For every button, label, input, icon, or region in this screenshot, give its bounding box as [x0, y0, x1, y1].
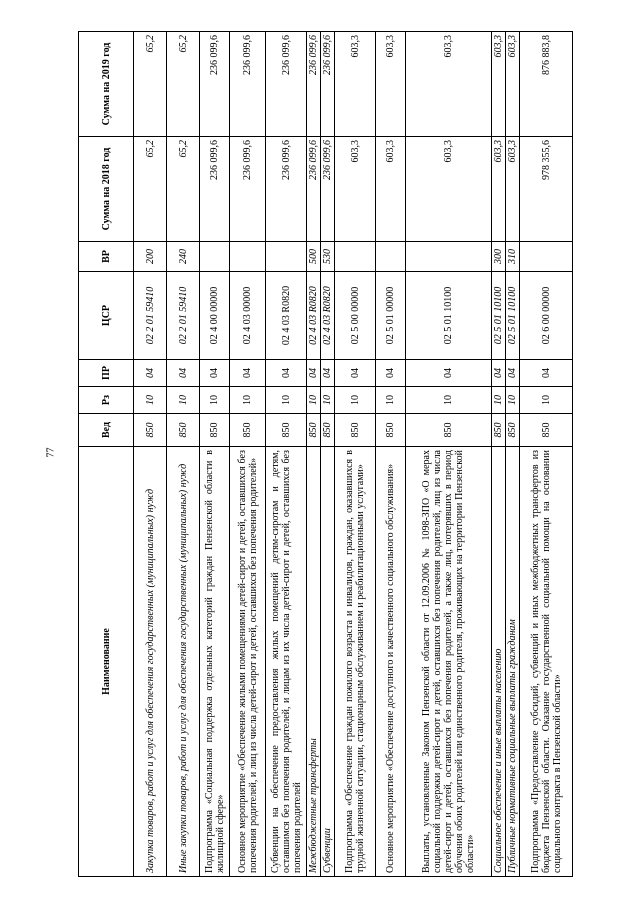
- cell-vr: [266, 242, 307, 272]
- cell-csr: 02 4 03 R0820: [266, 272, 307, 360]
- cell-name: Основное мероприятие «Обеспечение доступного и качественного социального обслуживания»: [376, 447, 406, 877]
- cell-pr: 04: [230, 360, 266, 387]
- cell-pr: 04: [307, 360, 321, 387]
- cell-name: Социальное обеспечение и иные выплаты населению: [492, 447, 506, 877]
- cell-sum-2018: 603,3: [406, 137, 492, 242]
- cell-ved: 850: [506, 414, 520, 447]
- cell-sum-2018: 236 099,6: [200, 137, 230, 242]
- cell-pr: 04: [492, 360, 506, 387]
- cell-rz: 10: [200, 387, 230, 414]
- cell-name: Подпрограмма «Социальная поддержка отдельных категорий граждан Пензенской области в жилищной сфере»: [200, 447, 230, 877]
- header-csr: ЦСР: [79, 272, 134, 360]
- table-row: [492, 32, 506, 877]
- cell-ved: 850: [406, 414, 492, 447]
- header-rz: Рз: [79, 387, 134, 414]
- cell-sum-2019: 236 099,6: [230, 32, 266, 137]
- cell-sum-2018: 978 355,6: [520, 137, 573, 242]
- table-row: [335, 32, 376, 877]
- cell-sum-2019: 603,3: [492, 32, 506, 137]
- cell-sum-2018: 603,3: [376, 137, 406, 242]
- cell-csr: 02 4 03 00000: [230, 272, 266, 360]
- cell-vr: 530: [321, 242, 335, 272]
- table-row: [520, 32, 573, 877]
- cell-rz: 10: [406, 387, 492, 414]
- cell-sum-2018: 236 099,6: [307, 137, 321, 242]
- table-row: [307, 32, 321, 877]
- cell-name: Субвенции на обеспечение предоставления жилых помещений детям-сиротам и детям, оставшимся без попечения родителей, и лицам из их числа детей-сирот и детей, оставшихся без попечения родителей: [266, 447, 307, 877]
- cell-rz: 10: [321, 387, 335, 414]
- cell-name: Выплаты, установленные Законом Пензенской области от 12.09.2006 № 1098-ЗПО «О мерах социальной поддержки детей-сирот и детей, оставшихся без попечения родителей, лиц из числа детей-сирот и детей, оставшихся без попечения родителей, а также лиц, потерявших в период обучения обоих родителей или единственного родителя, проживающих на территории Пензенской области»: [406, 447, 492, 877]
- table-row: [266, 32, 307, 877]
- cell-vr: 240: [167, 242, 200, 272]
- cell-csr: 02 5 01 10100: [406, 272, 492, 360]
- table-row: [230, 32, 266, 877]
- cell-name: Межбюджетные трансферты: [307, 447, 321, 877]
- cell-sum-2019: 603,3: [376, 32, 406, 137]
- cell-ved: 850: [335, 414, 376, 447]
- cell-vr: 300: [492, 242, 506, 272]
- table-row: [406, 32, 492, 877]
- cell-name: Основное мероприятие «Обеспечение жилыми помещениями детей-сирот и детей, оставшихся без попечения родителей, и лиц из числа детей-сирот и детей, оставшихся без попечения родителей»: [230, 447, 266, 877]
- cell-rz: 10: [134, 387, 167, 414]
- cell-rz: 10: [520, 387, 573, 414]
- cell-pr: 04: [167, 360, 200, 387]
- cell-csr: 02 2 01 59410: [167, 272, 200, 360]
- cell-ved: 850: [230, 414, 266, 447]
- cell-sum-2018: 236 099,6: [321, 137, 335, 242]
- cell-sum-2019: 65,2: [167, 32, 200, 137]
- cell-sum-2018: 603,3: [335, 137, 376, 242]
- table-row: [321, 32, 335, 877]
- cell-pr: 04: [134, 360, 167, 387]
- cell-sum-2019: 603,3: [506, 32, 520, 137]
- header-ved: Вед: [79, 414, 134, 447]
- cell-ved: 850: [520, 414, 573, 447]
- cell-sum-2018: 603,3: [506, 137, 520, 242]
- cell-vr: 500: [307, 242, 321, 272]
- cell-vr: [335, 242, 376, 272]
- cell-sum-2019: 65,2: [134, 32, 167, 137]
- cell-csr: 02 4 03 R0820: [307, 272, 321, 360]
- cell-vr: [230, 242, 266, 272]
- cell-sum-2019: 603,3: [406, 32, 492, 137]
- cell-pr: 04: [406, 360, 492, 387]
- cell-ved: 850: [134, 414, 167, 447]
- table-row: [506, 32, 520, 877]
- cell-vr: [376, 242, 406, 272]
- cell-sum-2018: 65,2: [134, 137, 167, 242]
- cell-name: Субвенции: [321, 447, 335, 877]
- cell-rz: 10: [230, 387, 266, 414]
- cell-vr: [200, 242, 230, 272]
- cell-sum-2018: 603,3: [492, 137, 506, 242]
- cell-ved: 850: [266, 414, 307, 447]
- cell-rz: 10: [307, 387, 321, 414]
- table-row: [200, 32, 230, 877]
- cell-csr: 02 5 01 00000: [376, 272, 406, 360]
- cell-vr: [520, 242, 573, 272]
- cell-csr: 02 5 00 00000: [335, 272, 376, 360]
- cell-pr: 04: [266, 360, 307, 387]
- cell-name: Закупка товаров, работ и услуг для обеспечения государственных (муниципальных) нужд: [134, 447, 167, 877]
- cell-pr: 04: [506, 360, 520, 387]
- table-header-row: [79, 32, 134, 877]
- cell-sum-2018: 65,2: [167, 137, 200, 242]
- table-row: [167, 32, 200, 877]
- cell-ved: 850: [307, 414, 321, 447]
- budget-table: [78, 31, 573, 877]
- cell-name: Иные закупки товаров, работ и услуг для обеспечения государственных (муниципальных) нужд: [167, 447, 200, 877]
- cell-pr: 04: [520, 360, 573, 387]
- cell-ved: 850: [167, 414, 200, 447]
- header-sum-2019: Сумма на 2019 год: [79, 32, 134, 137]
- cell-csr: 02 2 01 59410: [134, 272, 167, 360]
- cell-rz: 10: [492, 387, 506, 414]
- cell-ved: 850: [321, 414, 335, 447]
- cell-sum-2018: 236 099,6: [230, 137, 266, 242]
- cell-rz: 10: [266, 387, 307, 414]
- cell-csr: 02 5 01 10100: [492, 272, 506, 360]
- cell-pr: 04: [321, 360, 335, 387]
- cell-name: Подпрограмма «Предоставление субсидий, субвенций и иных межбюджетных трансфертов из бюджета Пензенской области. Оказание государственной социальной помощи на основании социального контракта в Пензенской области»: [520, 447, 573, 877]
- cell-rz: 10: [506, 387, 520, 414]
- cell-sum-2019: 236 099,6: [266, 32, 307, 137]
- cell-name: Подпрограмма «Обеспечение граждан пожилого возраста и инвалидов, граждан, оказавшихся в трудной жизненной ситуации, стационарным обслуживанием и реабилитационными услугами»: [335, 447, 376, 877]
- cell-csr: 02 4 03 R0820: [321, 272, 335, 360]
- cell-csr: 02 4 00 00000: [200, 272, 230, 360]
- cell-sum-2019: 876 883,8: [520, 32, 573, 137]
- cell-pr: 04: [335, 360, 376, 387]
- cell-vr: 310: [506, 242, 520, 272]
- cell-pr: 04: [200, 360, 230, 387]
- header-pr: ПР: [79, 360, 134, 387]
- cell-name: Публичные нормативные социальные выплаты гражданам: [506, 447, 520, 877]
- cell-rz: 10: [376, 387, 406, 414]
- cell-vr: [406, 242, 492, 272]
- cell-sum-2018: 236 099,6: [266, 137, 307, 242]
- cell-vr: 200: [134, 242, 167, 272]
- cell-pr: 04: [376, 360, 406, 387]
- cell-sum-2019: 603,3: [335, 32, 376, 137]
- cell-ved: 850: [376, 414, 406, 447]
- header-vr: ВР: [79, 242, 134, 272]
- page-number: 77: [45, 447, 57, 458]
- cell-ved: 850: [492, 414, 506, 447]
- table-row: [376, 32, 406, 877]
- rotated-page: [78, 32, 633, 877]
- cell-rz: 10: [335, 387, 376, 414]
- table-row: [134, 32, 167, 877]
- cell-sum-2019: 236 099,6: [321, 32, 335, 137]
- cell-sum-2019: 236 099,6: [200, 32, 230, 137]
- cell-csr: 02 5 01 10100: [506, 272, 520, 360]
- cell-ved: 850: [200, 414, 230, 447]
- cell-rz: 10: [167, 387, 200, 414]
- cell-csr: 02 6 00 00000: [520, 272, 573, 360]
- header-name: Наименование: [79, 447, 134, 877]
- cell-sum-2019: 236 099,6: [307, 32, 321, 137]
- header-sum-2018: Сумма на 2018 год: [79, 137, 134, 242]
